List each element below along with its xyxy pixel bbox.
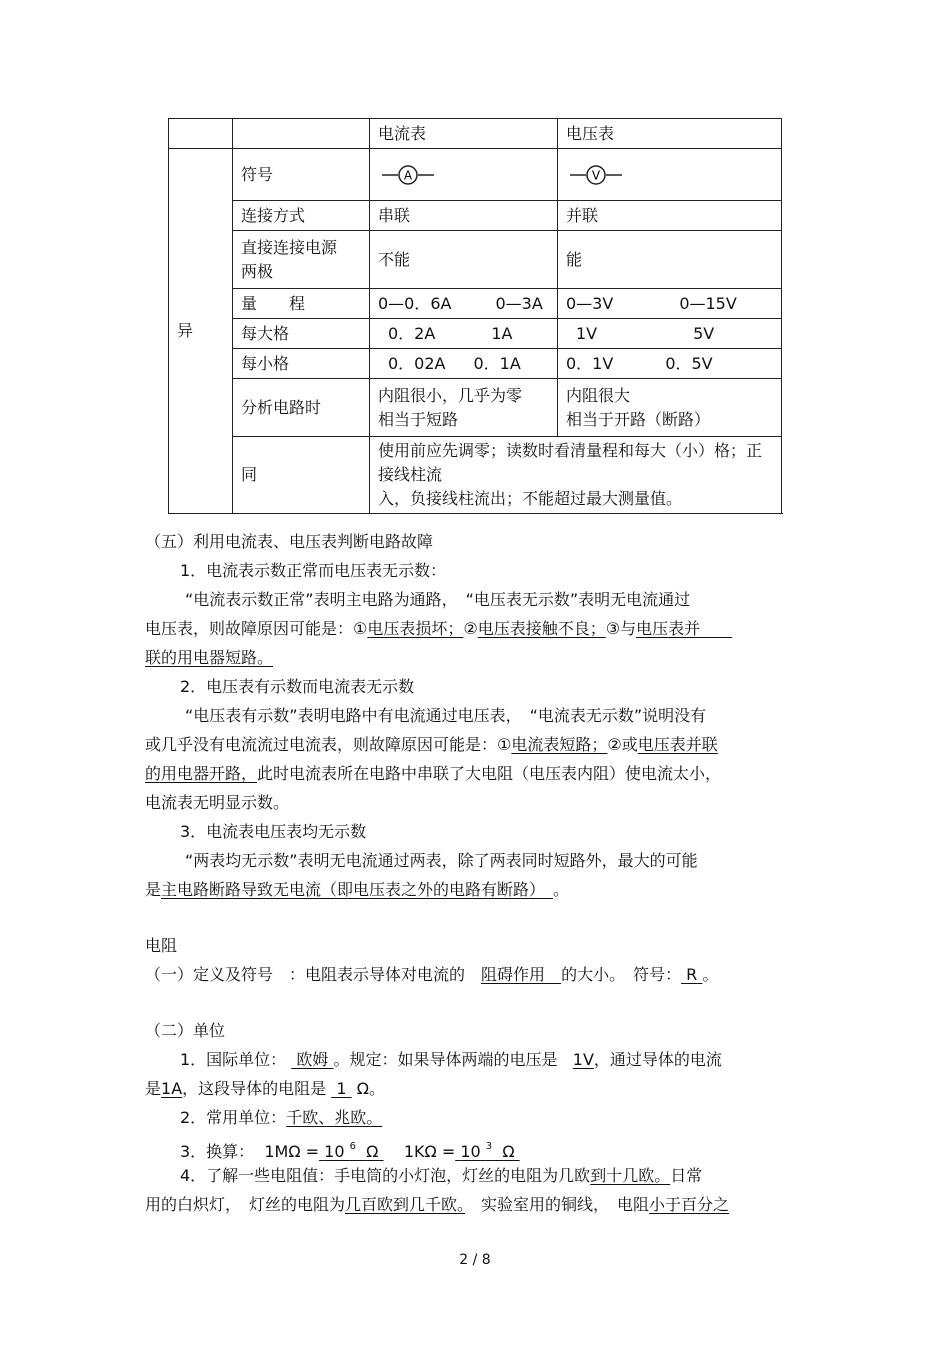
table-row-symbol [169, 149, 782, 201]
meter-comparison-table [168, 118, 782, 514]
connection-ammeter: 串联 [370, 201, 558, 231]
fault-item1-title: 1．电流表示数正常而电压表无示数： [180, 561, 447, 580]
fault-item1-line2 [145, 617, 732, 641]
analysis-voltmeter [558, 379, 782, 437]
connection-voltmeter: 并联 [558, 201, 782, 231]
resistance-def-a: （一）定义及符号 ：电阻表示导体对电流的 [145, 965, 466, 984]
fault-item2-line2-b: ②或 [607, 735, 638, 754]
fault-item3-cause [161, 880, 553, 899]
major-division-voltmeter-2: 5V [693, 323, 715, 343]
voltmeter-symbol-letter: V [591, 168, 601, 182]
fault-item3-line1: “两表均无示数”表明无电流通过两表，除了两表同时短路外，最大的可能 [185, 851, 698, 870]
unit-si-blank1-text: 欧姆 [296, 1050, 329, 1069]
direct-source-label-line2: 两极 [241, 261, 274, 281]
header-voltmeter: 电压表 [558, 119, 782, 149]
unit-common-a: 2．常用单位： [180, 1108, 287, 1127]
same-content [370, 437, 782, 514]
values-line1-b: 日常 [670, 1166, 703, 1185]
unit-si-c: ，通过导体的电流 [593, 1050, 722, 1069]
conversion-mega-lhs: 1MΩ = [264, 1142, 320, 1161]
major-division-ammeter [370, 319, 558, 349]
table-row-major-division [169, 319, 782, 349]
header-ammeter: 电流表 [370, 119, 558, 149]
unit-si-blank4 [331, 1079, 351, 1098]
fault-item2-line1: “电压表有示数”表明电路中有电流通过电压表， “电流表无示数”说明没有 [185, 706, 707, 725]
ammeter-symbol-cell [370, 149, 558, 201]
unit-si-blank2: 1V [572, 1050, 594, 1069]
same-group-label: 同 [233, 437, 370, 514]
table-row-range [169, 289, 782, 319]
fault-item2-line3-rest: 此时电流表所在电路中串联了大电阻（电压表内阻）使电流太小， [257, 764, 722, 783]
unit-si-b: 。规定：如果导体两端的电压是 [333, 1050, 558, 1069]
voltmeter-symbol-cell [558, 149, 782, 201]
conversion-kilo-base: 10 [460, 1142, 481, 1161]
fault-item1-line2-c: ③与 [605, 619, 637, 638]
direct-source-label-line1: 直接连接电源 [241, 237, 338, 257]
fault-item1-line3 [145, 646, 273, 670]
diff-group-label: 异 [169, 149, 233, 514]
unit-si-a: 1．国际单位： [180, 1050, 287, 1069]
resistance-heading: 电阻 [145, 936, 178, 955]
same-content-line1: 使用前应先调零；读数时看清量程和每大（小）格；正接线柱流 [378, 441, 763, 484]
direct-source-voltmeter: 能 [558, 231, 782, 289]
resistance-def-blank1-text: 阻碍作用 [481, 965, 546, 984]
conversion-kilo-rhs [455, 1142, 519, 1161]
header-empty-2 [233, 119, 370, 149]
minor-division-ammeter-2: 0．1A [473, 353, 521, 373]
minor-division-voltmeter-1: 0．1V [566, 353, 614, 373]
major-division-voltmeter-1: 1V [576, 323, 598, 343]
fault-item1-line2-a: 电压表，则故障原因可能是：① [145, 619, 368, 638]
fault-item1-line1: “电流表示数正常”表明主电路为通路， “电压表无示数”表明无电流通过 [185, 590, 691, 609]
fault-item1-cause1: 电压表损坏； [367, 619, 464, 638]
fault-item2-cause2-cont: 的用电器开路， [145, 764, 258, 783]
direct-source-label [233, 231, 370, 289]
unit-si-line1 [180, 1048, 722, 1072]
fault-item1-cause3-text: 电压表并 [636, 619, 701, 638]
table-row-connection [169, 201, 782, 231]
conversion-kilo-lhs: 1KΩ = [403, 1142, 456, 1161]
resistance-definition [145, 963, 718, 987]
unit-si-blank3: 1A [161, 1079, 183, 1098]
fault-item2-line3 [145, 762, 721, 786]
resistance-def-blank2-text: R [686, 965, 698, 984]
fault-item1-cause2: 电压表接触不良； [477, 619, 606, 638]
unit-conversion-line [180, 1135, 520, 1164]
resistance-def-blank2 [681, 965, 702, 984]
resistance-values-line1 [180, 1164, 702, 1188]
fault-item2-cause1: 电流表短路； [511, 735, 608, 754]
minor-division-label: 每小格 [233, 349, 370, 379]
fault-item1-cause3 [636, 619, 732, 638]
table-row-same [169, 437, 782, 514]
voltmeter-symbol-icon [566, 161, 626, 189]
unit-si-blank4-text: 1 [336, 1079, 347, 1098]
unit-common-line [180, 1106, 382, 1130]
conversion-mega-base: 10 [324, 1142, 345, 1161]
major-division-voltmeter [558, 319, 782, 349]
values-line2-a: 用的白炽灯， 灯丝的电阻为 [145, 1195, 346, 1214]
analysis-ammeter-line2: 相当于短路 [378, 409, 459, 429]
table-row-analysis [169, 379, 782, 437]
range-ammeter [370, 289, 558, 319]
unit-heading: （二）单位 [145, 1021, 226, 1040]
range-voltmeter [558, 289, 782, 319]
conversion-kilo-unit: Ω [502, 1142, 515, 1161]
fault-item3-title: 3．电流表电压表均无示数 [180, 822, 367, 841]
ammeter-symbol-letter: A [403, 168, 413, 182]
range-label: 量 程 [233, 289, 370, 319]
table-header-row [169, 119, 782, 149]
conversion-mega-unit: Ω [366, 1142, 379, 1161]
analysis-voltmeter-line1: 内阻很大 [566, 385, 631, 405]
fault-item2-line4: 电流表无明显示数。 [145, 793, 290, 812]
fault-item2-line2-a: 或几乎没有电流流过电流表，则故障原因可能是：① [145, 735, 512, 754]
resistance-values-line2 [145, 1193, 729, 1217]
resistance-def-blank1 [481, 965, 561, 984]
major-division-label: 每大格 [233, 319, 370, 349]
values-blank3: 小于百分之 [649, 1195, 730, 1214]
minor-division-voltmeter [558, 349, 782, 379]
minor-division-ammeter-1: 0．02A [388, 353, 446, 373]
unit-si-e: ，这段导体的电阻是 [182, 1079, 327, 1098]
values-blank1: 到十几欧。 [590, 1166, 671, 1185]
conversion-mega-rhs [319, 1142, 383, 1161]
ammeter-symbol-icon [378, 161, 438, 189]
analysis-voltmeter-line2: 相当于开路（断路） [566, 409, 711, 429]
unit-si-f: Ω。 [356, 1079, 385, 1098]
range-ammeter-1: 0—0．6A [378, 293, 452, 313]
header-empty-1 [169, 119, 233, 149]
unit-si-line2 [145, 1077, 385, 1101]
fault-heading: （五）利用电流表、电压表判断电路故障 [145, 532, 434, 551]
minor-division-voltmeter-2: 0．5V [665, 353, 713, 373]
fault-item2-line2 [145, 733, 718, 757]
unit-si-d: 是 [145, 1079, 162, 1098]
values-blank2: 几百欧到几千欧。 [345, 1195, 466, 1214]
fault-item3-line2-end: 。 [553, 880, 570, 899]
fault-item3-line2 [145, 878, 569, 902]
minor-division-ammeter [370, 349, 558, 379]
connection-label: 连接方式 [233, 201, 370, 231]
conversion-label: 3．换算： [180, 1142, 255, 1161]
fault-item2-cause2: 电压表并联 [637, 735, 718, 754]
page-number: 2 / 8 [459, 1252, 491, 1268]
resistance-def-b: 的大小。 符号： [561, 965, 682, 984]
values-line2-b: 实验室用的铜线， 电阻 [465, 1195, 650, 1214]
analysis-ammeter [370, 379, 558, 437]
range-voltmeter-1: 0—3V [566, 293, 614, 313]
fault-item3-line2-a: 是 [145, 880, 162, 899]
values-line1-a: 4．了解一些电阻值：手电筒的小灯泡，灯丝的电阻为几欧 [180, 1166, 591, 1185]
range-ammeter-2: 0—3A [495, 293, 543, 313]
direct-source-ammeter: 不能 [370, 231, 558, 289]
fault-item1-line2-b: ② [463, 619, 478, 638]
analysis-ammeter-line1: 内阻很小，几乎为零 [378, 385, 523, 405]
fault-item3-cause-text: 主电路断路导致无电流（即电压表之外的电路有断路） [161, 880, 538, 899]
fault-item2-title: 2．电压表有示数而电流表无示数 [180, 677, 415, 696]
unit-common-blank: 千欧、兆欧。 [286, 1108, 383, 1127]
analysis-label: 分析电路时 [233, 379, 370, 437]
range-voltmeter-2: 0—15V [679, 293, 737, 313]
major-division-ammeter-1: 0．2A [388, 323, 436, 343]
conversion-kilo-exp: 3 [485, 1141, 493, 1152]
major-division-ammeter-2: 1A [491, 323, 513, 343]
unit-si-blank1 [291, 1050, 333, 1069]
same-content-line2: 入，负接线柱流出；不能超过最大测量值。 [378, 489, 683, 508]
resistance-def-end: 。 [702, 965, 719, 984]
table-row-minor-division [169, 349, 782, 379]
conversion-mega-exp: 6 [349, 1141, 356, 1152]
table-row-direct-source [169, 231, 782, 289]
symbol-label: 符号 [233, 149, 370, 201]
fault-item1-cause3-cont: 联的用电器短路。 [145, 648, 274, 667]
